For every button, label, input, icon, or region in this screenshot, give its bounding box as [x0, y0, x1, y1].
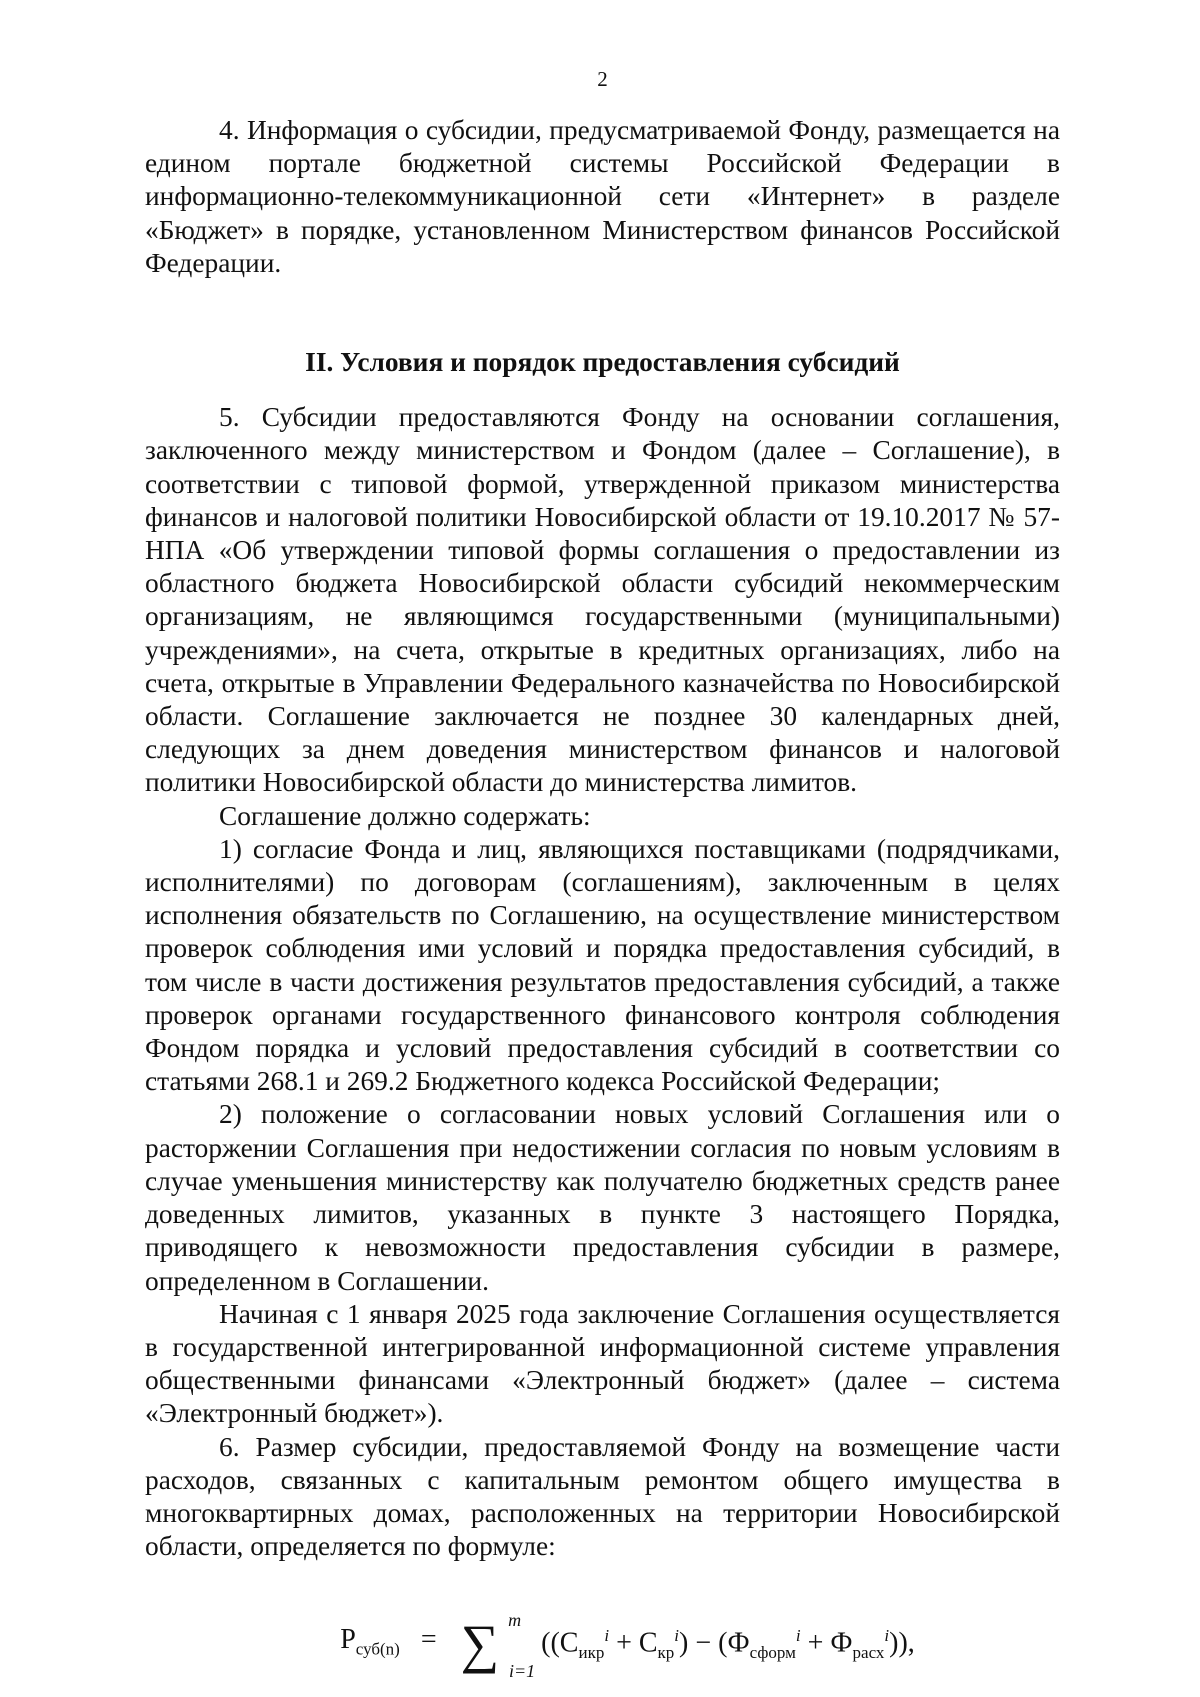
section-heading: II. Условия и порядок предоставления субсидий	[305, 347, 900, 378]
summation-sign: ∑ m i=1	[460, 1610, 536, 1682]
document-page	[145, 66, 1060, 1682]
paragraph-4: 4. Информация о субсидии, предусматриваемой Фонду, размещается на едином портале бюджетной системы Российской Федерации в информационно-телекоммуникационной сети «Интернет» в разделе «Бюджет» в порядке, установленном Министерством финансов Российской Федерации.	[145, 115, 1060, 278]
paragraph-5: 5. Субсидии предоставляются Фонду на основании соглашения, заключенного между министерством и Фондом (далее – Соглашение), в соответствии с типовой формой, утвержденной приказом министерства финансов и налоговой политики Новосибирской области от 19.10.2017 № 57-НПА «Об утверждении типовой формы соглашения о предоставлении из областного бюджета Новосибирской области субсидий некоммерческим организациям, не являющимся государственными (муниципальными) учреждениями», на счета, открытые в кредитных организациях, либо на счета, открытые в Управлении Федерального казначейства по Новосибирской области. Соглашение заключается не позднее 30 календарных дней, следующих за днем доведения министерством финансов и налоговой политики Новосибирской области до министерства лимитов.	[145, 402, 1060, 798]
formula-rhs: $((С_{икр}^i + С_{кр}^i) - (Ф_{сформ}^i + Ф_{расх}^i))$,	[541, 1626, 915, 1663]
paragraph-item-2: 2) положение о согласовании новых условий Соглашения или о расторжении Соглашения при недостижении согласия по новым условиям в случае уменьшения министерству как получателю бюджетных средств ранее доведенных лимитов, указанных в пункте 3 настоящего Порядка, приводящего к невозможности предоставления субсидии в размере, определенном в Соглашении.	[145, 1099, 1060, 1296]
paragraph-6: 6. Размер субсидии, предоставляемой Фонду на возмещение части расходов, связанных с капитальным ремонтом общего имущества в многоквартирных домах, расположенных на территории Новосибирской области, определяется по формуле:	[145, 1431, 1060, 1562]
paragraph-agreement-contents: Соглашение должно содержать:	[219, 800, 591, 831]
paragraph-item-1: 1) согласие Фонда и лиц, являющихся поставщиками (подрядчиками, исполнителями) по договорам (соглашениям), заключенным в целях исполнения обязательств по Соглашению, на осуществление министерством проверок соблюдения ими условий и порядка предоставления субсидий, в том числе в части достижения результатов предоставления субсидий, а также проверок органами государственного финансового контроля соблюдения Фондом порядка и условий предоставления субсидий в соответствии со статьями 268.1 и 269.2 Бюджетного кодекса Российской Федерации;	[145, 833, 1060, 1097]
formula-lhs: $Р_{суб(n)}$ =	[340, 1623, 437, 1659]
subsidy-formula	[145, 1610, 1060, 1682]
page-number: 2	[597, 67, 608, 91]
paragraph-electronic-budget: Начиная с 1 января 2025 года заключение Соглашения осуществляется в государственной интегрированной информационной системе управления общественными финансами «Электронный бюджет» (далее – система «Электронный бюджет»).	[145, 1298, 1060, 1429]
